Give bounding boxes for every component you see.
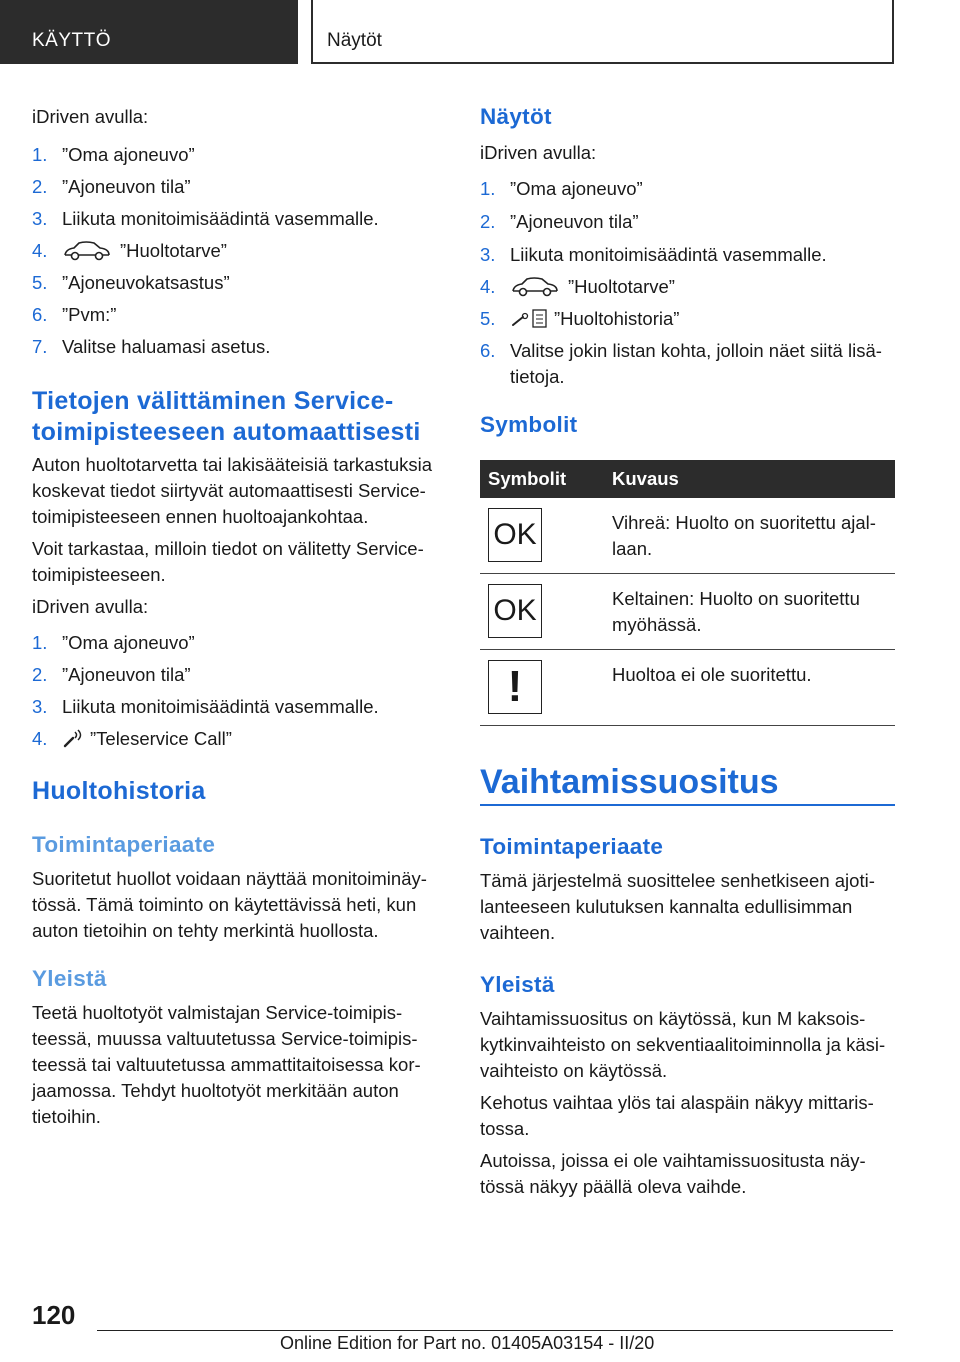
paragraph-line: lanteeseen kulutuksen kannalta edullisimman <box>480 896 853 917</box>
table-cell-line: Huoltoa ei ole suoritettu. <box>612 664 812 685</box>
list-item-continuation: tietoja. <box>510 366 565 387</box>
table-header: Symbolit <box>480 460 608 498</box>
paragraph-line: Tämä järjestelmä suosittelee senhetkiseen ajoti- <box>480 870 875 891</box>
table-cell-line: Vihreä: Huolto on suoritettu ajal- <box>612 512 876 533</box>
paragraph-line: vaihteen. <box>480 922 556 943</box>
service-history-icon <box>510 307 550 338</box>
paragraph-line: kytkinvaihteisto on sekventiaalitoiminnolla ja käsi- <box>480 1034 886 1055</box>
intro-text: iDriven avulla: <box>32 596 149 617</box>
paragraph-line: Teetä huoltotyöt valmistajan Service-toimipis- <box>32 1002 403 1023</box>
paragraph-line: vaihteisto on käytössä. <box>480 1060 668 1081</box>
heading-symbols: Symbolit <box>480 412 578 437</box>
heading-rule <box>480 804 895 806</box>
heading-transfer-line1: Tietojen välittäminen Service- <box>32 387 394 415</box>
ok-yellow-icon: OK <box>488 584 542 638</box>
paragraph-line: tössä. Tämä toiminto on käytettävissä heti, kun <box>32 894 417 915</box>
heading-displays: Näytöt <box>480 104 552 129</box>
heading-general: Yleistä <box>32 966 107 991</box>
paragraph-line: toimipisteeseen ennen huoltoajankohtaa. <box>32 506 369 527</box>
paragraph-line: Kehotus vaihtaa ylös tai alaspäin näkyy mittaris- <box>480 1092 874 1113</box>
heading-transfer-line2: toimipisteeseen automaattisesti <box>32 418 421 446</box>
symbols-table <box>480 460 895 726</box>
paragraph-line: koskevat tiedot siirtyvät automaattisesti Service- <box>32 480 426 501</box>
edition-text: Online Edition for Part no. 01405A03154 - II/20 <box>280 1333 655 1353</box>
paragraph-line: Vaihtamissuositus on käytössä, kun M kaksois- <box>480 1008 866 1029</box>
paragraph-line: tössä näkyy päällä oleva vaihde. <box>480 1176 747 1197</box>
table-row <box>480 498 895 574</box>
warning-exclamation-icon: ! <box>488 660 542 714</box>
paragraph-line: Voit tarkastaa, milloin tiedot on välitetty Service- <box>32 538 424 559</box>
table-header: Kuvaus <box>608 460 895 498</box>
paragraph-line: Auton huoltotarvetta tai lakisääteisiä tarkastuksia <box>32 454 433 475</box>
table-cell-line: myöhässä. <box>612 614 702 635</box>
car-icon <box>62 240 112 269</box>
paragraph-line: teessä, muussa valtuutetussa Service-toimipis- <box>32 1028 418 1049</box>
car-icon <box>510 276 560 305</box>
section-title: KÄYTTÖ <box>32 30 112 51</box>
section-tab <box>0 0 298 64</box>
paragraph-line: tossa. <box>480 1118 530 1139</box>
page-number: 120 <box>32 1300 76 1330</box>
wrench-signal-icon <box>62 729 84 756</box>
paragraph-line: teessä tai valtuutetussa ammattitaitoisessa kor- <box>32 1054 421 1075</box>
heading-principle: Toimintaperiaate <box>480 834 664 859</box>
heading-principle: Toimintaperiaate <box>32 832 216 857</box>
heading-shift-recommendation: Vaihtamissuositus <box>480 763 779 801</box>
table-cell-line: laan. <box>612 538 653 559</box>
table-row <box>480 574 895 650</box>
paragraph-line: jaamossa. Tehdyt huoltotyöt merkitään auton <box>32 1080 399 1101</box>
chapter-title: Näytöt <box>327 30 382 51</box>
intro-text: iDriven avulla: <box>480 142 597 163</box>
table-header-row <box>480 460 895 498</box>
paragraph-line: Autoissa, joissa ei ole vaihtamissuositusta näy- <box>480 1150 866 1171</box>
paragraph-line: auton tietoihin on tehty merkintä huollosta. <box>32 920 379 941</box>
table-row <box>480 650 895 726</box>
chapter-tab <box>311 0 894 64</box>
footer-rule <box>97 1330 893 1331</box>
paragraph-line: toimipisteeseen. <box>32 564 166 585</box>
table-cell-line: Keltainen: Huolto on suoritettu <box>612 588 860 609</box>
heading-general: Yleistä <box>480 972 555 997</box>
ok-green-icon: OK <box>488 508 542 562</box>
heading-history: Huoltohistoria <box>32 777 206 805</box>
paragraph-line: Suoritetut huollot voidaan näyttää monitoiminäy- <box>32 868 427 889</box>
intro-text: iDriven avulla: <box>32 106 149 127</box>
paragraph-line: tietoihin. <box>32 1106 101 1127</box>
